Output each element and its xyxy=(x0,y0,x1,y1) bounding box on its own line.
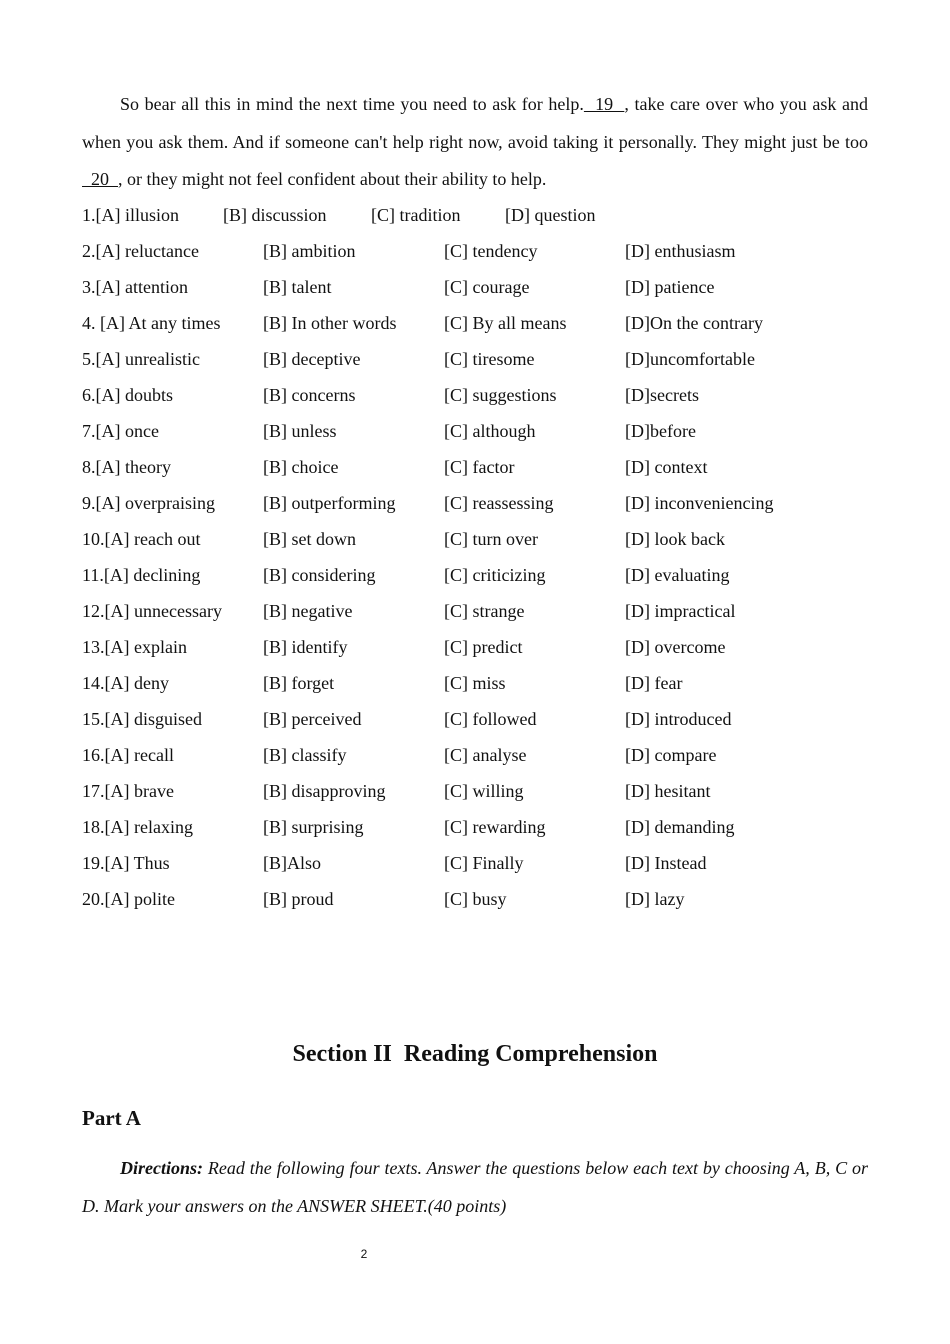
option-text: [A] declining xyxy=(103,565,201,585)
directions-label: Directions: xyxy=(120,1158,203,1178)
question-option: [B] disapproving xyxy=(263,781,386,801)
option-text: [A] theory xyxy=(95,457,171,477)
question-option xyxy=(82,593,222,629)
question-option: [B] concerns xyxy=(263,385,356,405)
question-option: [B] choice xyxy=(263,457,339,477)
section-title: Section II Reading Comprehension xyxy=(292,1041,658,1067)
question-number: 11. xyxy=(82,565,104,585)
question-option: [C] busy xyxy=(444,889,507,909)
question-number: 14. xyxy=(82,673,105,693)
question-number: 18. xyxy=(82,817,105,837)
question-option: [D] inconveniencing xyxy=(625,493,774,513)
question-option: [C] tiresome xyxy=(444,349,535,369)
question-option: [B] discussion xyxy=(223,205,327,225)
question-option: [B] identify xyxy=(263,637,348,657)
question-option xyxy=(82,449,171,485)
question-number: 12. xyxy=(82,601,105,621)
question-number: 13. xyxy=(82,637,105,657)
question-option: [C] willing xyxy=(444,781,524,801)
question-option: [D] look back xyxy=(625,529,725,549)
question-option: [C] followed xyxy=(444,709,537,729)
question-option: [C] reassessing xyxy=(444,493,554,513)
question-number: 8. xyxy=(82,457,96,477)
question-option: [D] question xyxy=(505,205,596,225)
question-option: [D] lazy xyxy=(625,889,685,909)
question-option: [B] deceptive xyxy=(263,349,361,369)
question-number: 4. xyxy=(82,313,100,333)
question-number: 6. xyxy=(82,385,96,405)
question-option xyxy=(82,485,215,521)
question-number: 16. xyxy=(82,745,105,765)
question-option: [D] enthusiasm xyxy=(625,241,736,261)
question-option: [C] tendency xyxy=(444,241,538,261)
page-number: 2 xyxy=(360,1247,368,1261)
question-option: [B] set down xyxy=(263,529,356,549)
question-option xyxy=(82,341,200,377)
question-option xyxy=(82,521,200,557)
question-option: [B] talent xyxy=(263,277,332,297)
question-number: 3. xyxy=(82,277,96,297)
directions-text: Read the following four texts. Answer the questions below each text by choosing A, B, C or D. Mark your answers on the ANSWER SHEET.(40 points) xyxy=(82,1158,868,1216)
question-option: [D] demanding xyxy=(625,817,735,837)
directions-paragraph xyxy=(82,1150,868,1225)
question-number: 20. xyxy=(82,889,105,909)
part-title: Part A xyxy=(82,1106,141,1130)
option-text: [A] recall xyxy=(104,745,174,765)
question-option xyxy=(82,881,175,917)
question-option: [C] courage xyxy=(444,277,530,297)
question-option: [B] forget xyxy=(263,673,335,693)
question-option: [B] surprising xyxy=(263,817,364,837)
option-text: [A] deny xyxy=(104,673,169,693)
option-text: [A] unrealistic xyxy=(95,349,200,369)
question-option: [B] In other words xyxy=(263,313,397,333)
question-number: 15. xyxy=(82,709,105,729)
question-option xyxy=(82,773,174,809)
option-text: [A] brave xyxy=(104,781,174,801)
question-option: [C] tradition xyxy=(371,205,461,225)
question-option xyxy=(82,557,200,593)
question-option: [B] perceived xyxy=(263,709,362,729)
question-number: 5. xyxy=(82,349,96,369)
question-option: [D] introduced xyxy=(625,709,732,729)
question-option xyxy=(82,233,199,269)
question-option xyxy=(82,809,193,845)
question-option: [B] considering xyxy=(263,565,376,585)
question-option xyxy=(82,413,159,449)
option-text: [A] overpraising xyxy=(95,493,215,513)
option-text: [A] attention xyxy=(95,277,188,297)
question-option: [C] strange xyxy=(444,601,525,621)
question-option: [C] factor xyxy=(444,457,515,477)
passage-text-3: , or they might not feel confident about their ability to help. xyxy=(118,169,547,189)
question-option: [C] Finally xyxy=(444,853,524,873)
option-text: [A] once xyxy=(95,421,159,441)
option-text: [A] relaxing xyxy=(104,817,193,837)
question-option: [C] turn over xyxy=(444,529,538,549)
question-option: [D]before xyxy=(625,421,696,441)
question-option: [B] unless xyxy=(263,421,337,441)
question-option xyxy=(82,845,170,881)
question-option: [C] predict xyxy=(444,637,523,657)
question-option: [D] patience xyxy=(625,277,715,297)
question-option: [B] negative xyxy=(263,601,353,621)
option-text: [A] Thus xyxy=(104,853,170,873)
question-option: [D] evaluating xyxy=(625,565,730,585)
question-option: [D] context xyxy=(625,457,708,477)
passage-text-1: So bear all this in mind the next time you need to ask for help. xyxy=(120,94,584,114)
question-number: 1. xyxy=(82,205,96,225)
question-option: [D]On the contrary xyxy=(625,313,763,333)
passage-text-2: , take care over who you ask and when you ask them. And if someone can't help right now, avoid taking it personally. They might just be too xyxy=(82,94,868,152)
blank-20: 20 xyxy=(82,169,118,189)
question-option: [C] By all means xyxy=(444,313,567,333)
question-option: [D] impractical xyxy=(625,601,736,621)
question-option xyxy=(82,269,188,305)
question-option xyxy=(82,377,173,413)
option-text: [A] disguised xyxy=(104,709,202,729)
question-number: 7. xyxy=(82,421,96,441)
question-option xyxy=(82,629,187,665)
question-number: 9. xyxy=(82,493,96,513)
question-option: [D]uncomfortable xyxy=(625,349,755,369)
question-option: [B] classify xyxy=(263,745,347,765)
question-option: [B] ambition xyxy=(263,241,356,261)
question-option: [B] proud xyxy=(263,889,334,909)
question-option: [C] rewarding xyxy=(444,817,546,837)
question-option xyxy=(82,737,174,773)
question-option: [D]secrets xyxy=(625,385,699,405)
option-text: [A] illusion xyxy=(95,205,179,225)
option-text: [A] At any times xyxy=(100,313,221,333)
question-option: [D] Instead xyxy=(625,853,707,873)
passage-paragraph xyxy=(82,86,868,199)
option-text: [A] unnecessary xyxy=(104,601,222,621)
question-number: 19. xyxy=(82,853,105,873)
question-option: [D] compare xyxy=(625,745,717,765)
option-text: [A] reluctance xyxy=(95,241,199,261)
question-option: [B] outperforming xyxy=(263,493,396,513)
question-option: [C] criticizing xyxy=(444,565,546,585)
question-option: [B]Also xyxy=(263,853,321,873)
question-option xyxy=(82,305,220,341)
question-option xyxy=(82,197,179,233)
question-number: 17. xyxy=(82,781,105,801)
blank-19: 19 xyxy=(583,94,625,114)
option-text: [A] polite xyxy=(104,889,175,909)
question-option: [C] suggestions xyxy=(444,385,557,405)
question-option: [D] fear xyxy=(625,673,683,693)
question-option: [C] miss xyxy=(444,673,506,693)
question-option: [D] overcome xyxy=(625,637,726,657)
option-text: [A] reach out xyxy=(104,529,201,549)
option-text: [A] doubts xyxy=(95,385,173,405)
option-text: [A] explain xyxy=(104,637,187,657)
question-option: [D] hesitant xyxy=(625,781,711,801)
question-option xyxy=(82,665,169,701)
question-number: 10. xyxy=(82,529,105,549)
question-option xyxy=(82,701,202,737)
question-number: 2. xyxy=(82,241,96,261)
question-option: [C] analyse xyxy=(444,745,527,765)
question-option: [C] although xyxy=(444,421,536,441)
